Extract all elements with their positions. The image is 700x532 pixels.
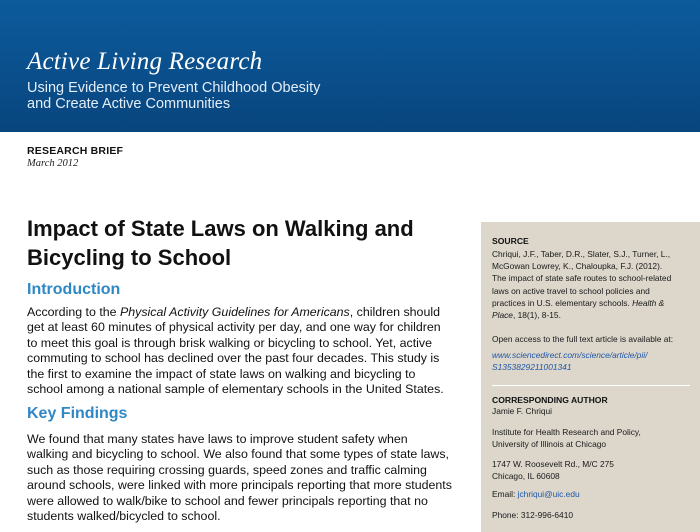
source-citation [492,248,692,321]
page-title [27,214,447,272]
title-line2: Bicycling to School [27,245,232,270]
title-line1: Impact of State Laws on Walking and [27,216,414,241]
introduction-heading: Introduction [27,281,121,298]
address-line: Chicago, IL 60608 [492,471,560,482]
source-line: laws on active travel to school policies and [492,285,650,296]
corresponding-author-label: CORRESPONDING AUTHOR [492,395,608,405]
institute-line: University of Illinois at Chicago [492,439,607,450]
article-link[interactable] [492,349,692,373]
source-line [492,297,692,309]
article-link-line2[interactable]: S1353829211001341 [492,362,572,373]
author-name: Jamie F. Chriqui [492,406,553,416]
institute-line: Institute for Health Research and Policy, [492,427,641,437]
intro-text-1: According to the [27,305,120,319]
journal-name-part2: Place [492,310,513,321]
source-line: Chriqui, J.F., Taber, D.R., Slater, S.J., Turner, L., [492,249,671,259]
source-label: SOURCE [492,236,529,246]
journal-name-part1: Health & [632,297,665,308]
address-line: 1747 W. Roosevelt Rd., M/C 275 [492,459,614,469]
sidebar-divider [492,385,690,386]
author-address [492,458,692,482]
banner-subtitle-line1: Using Evidence to Prevent Childhood Obesity [27,80,321,96]
key-findings-heading: Key Findings [27,405,128,422]
intro-text-2: , children should get at least 60 minutes of physical activity per day, and one way for children to meet this goal is through brisk walking or bicycling to school. Yet, active commuting to school has declined over the past four decades. This study is the first to examine the impact of state laws on walking and bicycling to school among a national sample of elementary schools in the United States. [27,305,444,397]
email-prefix: Email: [492,489,518,499]
author-institute [492,426,692,450]
banner-title: Active Living Research [27,48,263,75]
source-line: The impact of state safe routes to school-related [492,273,672,284]
research-brief-label: RESEARCH BRIEF [27,145,124,157]
author-email [492,488,692,500]
source-line5-text: practices in U.S. elementary schools. [492,297,633,308]
header-banner [0,0,700,132]
access-text: Open access to the full text article is available at: [492,334,674,344]
key-findings-paragraph: We found that many states have laws to improve student safety when walking and bicycling to school. We also found that some types of state laws, such as those requiring crossing guards, speed zones and traffic calming around schools, were linked with more principals reporting that more students were allowed to walk/bike to school and fewer principals reporting that no students walked/bicycled to school. [27,432,452,524]
brief-date: March 2012 [27,158,79,169]
author-phone: Phone: 312-996-6410 [492,510,574,520]
banner-subtitle-line2: and Create Active Communities [27,96,231,112]
introduction-paragraph [27,305,452,397]
guidelines-title: Physical Activity Guidelines for Americans [119,305,350,319]
source-line [492,309,692,321]
source-volume: , 18(1), 8-15. [512,310,561,321]
source-line: McGowan Lowrey, K., Chaloupka, F.J. (2012). [492,261,663,272]
email-link[interactable]: jchriqui@uic.edu [517,489,580,499]
article-link-line1[interactable]: www.sciencedirect.com/science/article/pii/ [492,350,648,360]
